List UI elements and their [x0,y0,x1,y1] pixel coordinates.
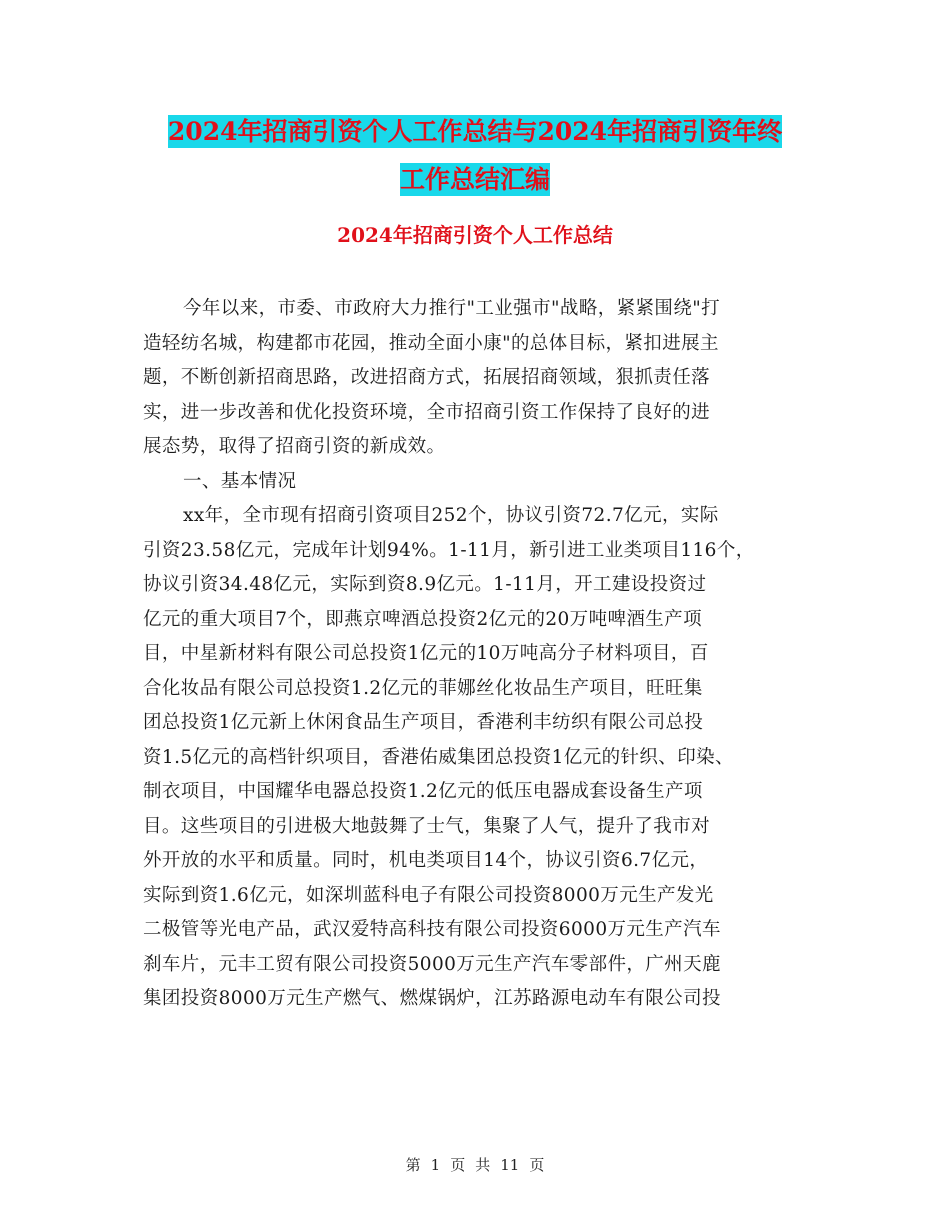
page-footer [0,1154,950,1176]
paragraph-line: 协议引资34.48亿元，实际到资8.9亿元。1-11月，开工建设投资过 [143,574,707,595]
paragraph-line: 目。这些项目的引进极大地鼓舞了士气，集聚了人气，提升了我市对 [143,815,711,837]
paragraph-line: 亿元的重大项目7个，即燕京啤酒总投资2亿元的20万吨啤酒生产项 [143,608,702,630]
title-line-2: 工作总结汇编 [399,165,550,194]
document-title [0,108,950,204]
paragraph-line: 目，中星新材料有限公司总投资1亿元的10万吨高分子材料项目，百 [143,643,709,664]
paragraph-line: 题，不断创新招商思路，改进招商方式，拓展招商领域，狠抓责任落 [143,367,711,388]
footer-label-total: 共 [475,1156,491,1174]
paragraph-line: 合化妆品有限公司总投资1.2亿元的菲娜丝化妆品生产项目，旺旺集 [143,677,703,699]
paragraph-line: 资1.5亿元的高档针织项目，香港佑威集团总投资1亿元的针织、印染、 [143,746,734,768]
footer-current-page: 1 [430,1156,441,1174]
section-title: 2024年招商引资个人工作总结 [337,223,613,247]
paragraph-line: 刹车片，元丰工贸有限公司投资5000万元生产汽车零部件，广州天鹿 [143,953,721,975]
paragraph-line: 团总投资1亿元新上休闲食品生产项目，香港利丰纺织有限公司总投 [143,712,704,733]
paragraph-line: 实际到资1.6亿元，如深圳蓝科电子有限公司投资8000万元生产发光 [143,884,714,906]
paragraph-line: xx年，全市现有招商引资项目252个，协议引资72.7亿元，实际 [183,505,719,526]
footer-label-page: 第 [405,1156,421,1174]
footer-total-pages: 11 [500,1156,520,1174]
title-line-1: 2024年招商引资个人工作总结与2024年招商引资年终 [167,117,783,146]
paragraph-line: 引资23.58亿元，完成年计划94%。1-11月，新引进工业类项目116个， [143,539,755,561]
paragraph-line: 二极管等光电产品，武汉爱特高科技有限公司投资6000万元生产汽车 [143,919,721,940]
paragraph-line: 今年以来，市委、市政府大力推行"工业强市"战略，紧紧围绕"打 [183,298,721,319]
footer-label-total-unit: 页 [529,1156,545,1174]
paragraph-line: 集团投资8000万元生产燃气、燃煤锅炉，江苏路源电动车有限公司投 [143,988,721,1009]
paragraph-line: 实，进一步改善和优化投资环境，全市招商引资工作保持了良好的进 [143,401,711,423]
footer-label-page-unit: 页 [450,1156,466,1174]
paragraph-line: 制衣项目，中国耀华电器总投资1.2亿元的低压电器成套设备生产项 [143,781,703,802]
section-heading: 一、基本情况 [183,470,297,492]
paragraph-line: 造轻纺名城，构建都市花园，推动全面小康"的总体目标，紧扣进展主 [143,332,719,354]
paragraph-line: 展态势，取得了招商引资的新成效。 [143,436,446,457]
body-text [143,292,825,1017]
paragraph-line: 外开放的水平和质量。同时，机电类项目14个，协议引资6.7亿元， [143,850,709,871]
